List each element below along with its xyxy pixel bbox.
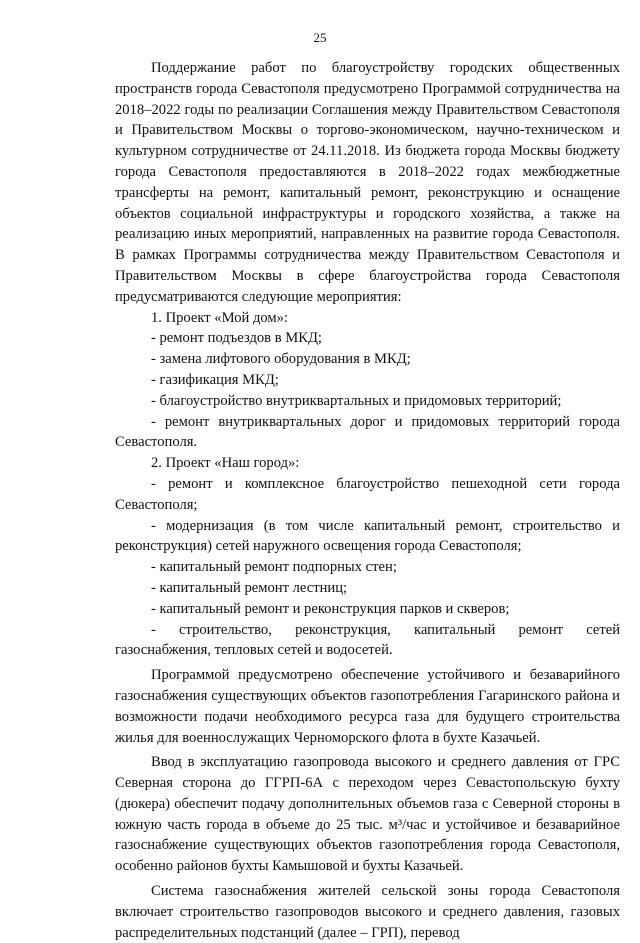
paragraph-program-intro: Поддержание работ по благоустройству городских общественных пространств города Севастополя предусмотрено Программой сотрудничества на 2018–2022 годы по реализации Соглашения между Правительством Севастополя и Правительством Москвы о торгово-экономическом, научно-техническом и культурном сотрудничестве от 24.11.2018. Из бюджета города Москвы бюджету города Севастополя предоставляются в 2018–2022 годах межбюджетные трансферты на ремонт, капитальный ремонт, реконструкцию и оснащение объектов социальной инфраструктуры и городского хозяйства, а также на реализацию иных мероприятий, направленных на развитие города Севастополя. В рамках Программы сотрудничества между Правительством Севастополя и Правительством Москвы в сфере благоустройства города Севастополя предусматриваются следующие мероприятия: xyxy=(115,60,620,305)
list-item: - строительство, реконструкция, капитальный ремонт сетей газоснабжения, тепловых сетей и водосетей. xyxy=(115,621,620,659)
paragraph-rural-gas-system: Система газоснабжения жителей сельской зоны города Севастополя включает строительство газопроводов высокого и среднего давления, газовых распределительных подстанций (далее – ГРП), перевод xyxy=(115,883,620,941)
list-item: - газификация МКД; xyxy=(151,371,279,388)
project-my-home-heading: 1. Проект «Мой дом»: xyxy=(151,309,289,326)
list-item: - капитальный ремонт и реконструкция парков и скверов; xyxy=(151,600,510,617)
paragraph-gas-supply-program: Программой предусмотрено обеспечение устойчивого и безаварийного газоснабжения существующих объектов газопотребления Гагаринского района и возможности подачи необходимого ресурса газа для будущего строительства жилья для военнослужащих Черноморского флота в бухте Казачьей. xyxy=(115,667,620,746)
list-item: - ремонт внутриквартальных дорог и придомовых территорий города Севастополя. xyxy=(115,413,620,451)
document-body xyxy=(115,58,620,943)
list-item: - ремонт подъездов в МКД; xyxy=(151,330,322,347)
list-item: - ремонт и комплексное благоустройство пешеходной сети города Севастополя; xyxy=(115,475,620,513)
list-item: - замена лифтового оборудования в МКД; xyxy=(151,351,411,368)
list-item: - благоустройство внутриквартальных и придомовых территорий; xyxy=(151,392,562,409)
list-item: - капитальный ремонт подпорных стен; xyxy=(151,559,397,576)
page-number: 25 xyxy=(313,30,327,45)
project-our-city-heading: 2. Проект «Наш город»: xyxy=(151,455,300,472)
list-item: - капитальный ремонт лестниц; xyxy=(151,579,348,596)
list-item: - модернизация (в том числе капитальный ремонт, строительство и реконструкция) сетей наружного освещения города Севастополя; xyxy=(115,517,620,555)
paragraph-gas-pipeline: Ввод в эксплуатацию газопровода высокого и среднего давления от ГРС Северная сторона до ГГРП-6А с переходом через Севастопольскую бухту (дюкера) обеспечит подачу дополнительных объемов газа с Северной стороны в южную часть города в объеме до 25 тыс. м³/час и устойчивое и безаварийное газоснабжение существующих объектов газопотребления города Севастополя, особенно районов бухты Камышовой и бухты Казачьей. xyxy=(115,754,620,875)
